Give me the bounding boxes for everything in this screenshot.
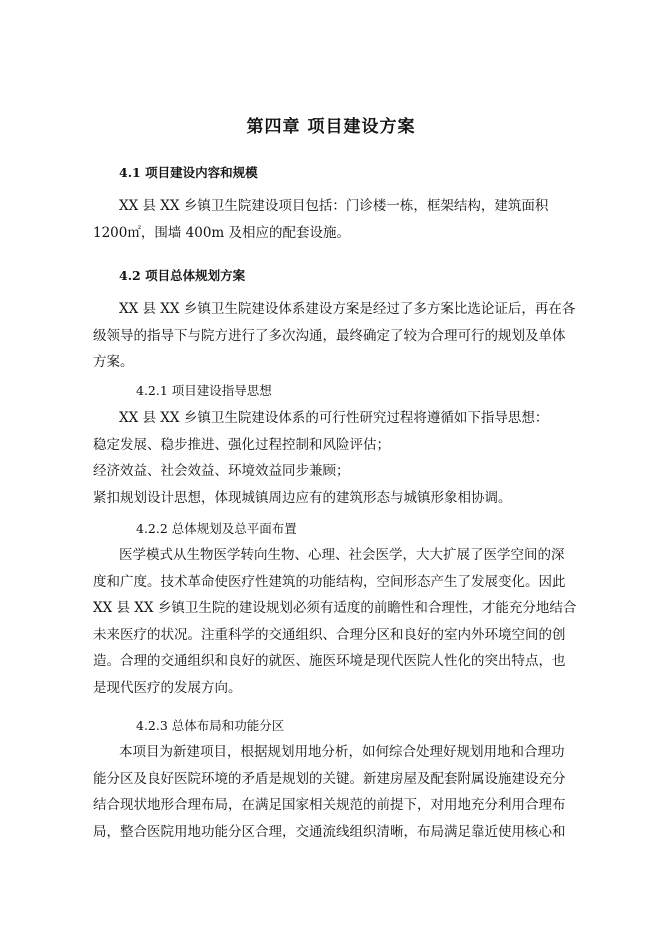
chapter-title: 第四章 项目建设方案 — [246, 117, 416, 137]
section-4-2-2-paragraph — [93, 542, 577, 701]
section-4-1-heading: 4.1 项目建设内容和规模 — [119, 165, 258, 180]
paragraph-line: 是现代医疗的发展方向。 — [93, 679, 242, 696]
paragraph-line: 造。合理的交通组织和良好的就医、施医环境是现代医院人性化的突出特点，也 — [93, 653, 566, 669]
paragraph-line: XX 县 XX 乡镇卫生院的建设规划必须有适度的前瞻性和合理性，才能充分地结合 — [93, 600, 577, 616]
paragraph-line: 结合现状地形合理布局，在满足国家相关规范的前提下，对用地充分利用合理布 — [93, 797, 566, 813]
paragraph-line: 紧扣规划设计思想，体现城镇周边应有的建筑形态与城镇形象相协调。 — [93, 489, 512, 506]
paragraph-line: 级领导的指导下与院方进行了多次沟通，最终确定了较为合理可行的规划及单体 — [93, 327, 566, 344]
section-4-2-1-heading: 4.2.1 项目建设指导思想 — [136, 383, 272, 398]
paragraph-line: 1200㎡，围墙 400m 及相应的配套设施。 — [93, 224, 351, 241]
section-4-2-heading: 4.2 项目总体规划方案 — [119, 268, 246, 283]
section-4-2-3-heading: 4.2.3 总体布局和功能分区 — [136, 718, 285, 733]
paragraph-line: 局，整合医院用地功能分区合理，交通流线组织清晰，布局满足靠近使用核心和 — [93, 823, 566, 840]
section-4-2-1-paragraph — [93, 405, 549, 511]
paragraph-line: XX 县 XX 乡镇卫生院建设项目包括：门诊楼一栋，框架结构，建筑面积 — [119, 198, 549, 214]
paragraph-line: 医学模式从生物医学转向生物、心理、社会医学，大大扩展了医学空间的深 — [119, 547, 565, 563]
paragraph-line: 经济效益、社会效益、环境效益同步兼顾； — [93, 463, 350, 479]
paragraph-line: 方案。 — [93, 354, 134, 370]
paragraph-line: 能分区及良好医院环境的矛盾是规划的关键。新建房屋及配套附属设施建设充分 — [93, 770, 566, 787]
paragraph-line: 度和广度。技术革命使医疗性建筑的功能结构，空间形态产生了发展变化。因此 — [93, 573, 566, 590]
paragraph-line: 未来医疗的状况。注重科学的交通组织、合理分区和良好的室内外环境空间的创 — [93, 626, 566, 643]
section-4-2-3-paragraph — [93, 739, 566, 845]
section-4-2-intro — [93, 296, 576, 376]
paragraph-line: 本项目为新建项目，根据规划用地分析，如何综合处理好规划用地和合理功 — [119, 744, 565, 760]
section-4-2-2-heading: 4.2.2 总体规划及总平面布置 — [136, 521, 297, 536]
paragraph-line: XX 县 XX 乡镇卫生院建设体系的可行性研究过程将遵循如下指导思想： — [119, 410, 549, 426]
paragraph-line: 稳定发展、稳步推进、强化过程控制和风险评估； — [93, 436, 390, 453]
paragraph-line: XX 县 XX 乡镇卫生院建设体系建设方案是经过了多方案比选论证后，再在各 — [119, 301, 576, 317]
section-4-1-paragraph — [93, 193, 549, 246]
